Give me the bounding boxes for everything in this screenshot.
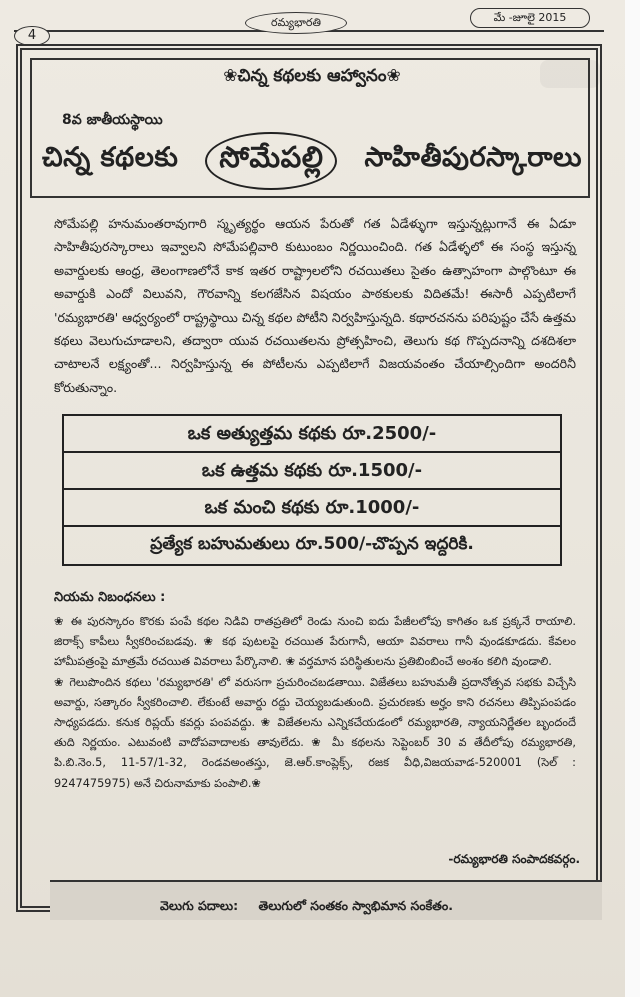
masthead-oval: రమ్యభారతి	[245, 12, 347, 34]
announcement-box	[30, 58, 590, 198]
rules-body	[54, 612, 576, 794]
issue-date: మే -జూలై 2015	[470, 8, 590, 28]
prize-row-excellent: ఒక ఉత్తమ కథకు రూ.1500/-	[64, 453, 560, 490]
invite-heading: ❀చిన్న కథలకు ఆహ్వానం❀	[223, 66, 401, 86]
rules-paragraph-1: ❀ ఈ పురస్కారం కొరకు పంపే కథల నిడివి రాతప్రతిలో రెండు నుంచి ఐదు పేజీలలోపు కాగితం ఒక ప్రక్కనే రాయాలి. జిరాక్స్ కాపీలు స్వీకరించబడవు. ❀ కథ పుటలపై రచయిత పేరుగానీ, ఆయా వివరాలు గానీ వుండకూడదు. కేవలం హామీపత్రంపై మాత్రమే రచయిత వివరాలు పేర్కొనాలి. ❀ వర్తమాన పరిస్థితులను ప్రతిబింబించే అంశం కలిగి వుండాలి.	[54, 615, 576, 669]
intro-paragraph: సోమేపల్లి హనుమంతరావుగారి స్మృత్యర్థం ఆయన పేరుతో గత ఏడేళ్ళుగా ఇస్తున్నట్లుగానే ఈ ఏడూ సాహితీపురస్కారాలు ఇవ్వాలని సోమేపల్లివారి కుటుంబం నిర్ణయించింది. గత ఏడేళ్ళలో ఈ సంస్థ ఇస్తున్న అవార్డులకు ఆంధ్ర, తెలంగాణలోనే కాక ఇతర రాష్ట్రాలలోని రచయితలు సైతం ఉత్సాహంగా పాల్గొంటూ ఈ అవార్డుకి ఎందో విలువని, గౌరవాన్ని కలగజేసిన విషయం పాఠకులకు విదితమే! ఈసారీ ఎప్పటిలాగే 'రమ్యభారతి' ఆధ్వర్యంలో రాష్ట్రస్థాయి చిన్న కథల పోటీని నిర్వహిస్తున్నది. కథారచనను పరిపుష్టం చేసే ఉత్తమ కథలు వెలుగుచూడాలని, తద్వారా యువ రచయితలను ప్రోత్సహించి, తెలుగు కథ గొప్పదనాన్ని దశదిశలా చాటాలనే లక్ష్యంతో... నిర్వహిస్తున్న ఈ పోటీలను ఎప్పటిలాగే విజయవంతం చేయాల్సిందిగా అందరినీ కోరుతున్నాం.	[54, 216, 576, 395]
title-right: సాహితీపురస్కారాలు	[364, 142, 582, 173]
prize-row-best: ఒక అత్యుత్తమ కథకు రూ.2500/-	[64, 416, 560, 453]
footer-slogan-text: తెలుగులో సంతకం స్వాభిమాన సంకేతం.	[258, 898, 453, 913]
rules-paragraph-2: ❀ గెలుపొందిన కథలు 'రమ్యభారతి' లో వరుసగా ప్రచురించబడతాయి. విజేతలు బహుమతీ ప్రదానోత్సవ సభకు విచ్చేసి అవార్డు, సత్కారం స్వీకరించాలి. లేకుంటే అవార్డు రద్దు చెయ్యబడుతుంది. ప్రచురణకు అర్హం కాని రచనలు తిప్పిపంపడం సాధ్యపడదు. కనుక రిప్లయ్ కవర్లు పంపవద్దు. ❀ విజేతలను ఎన్నికచేయడంలో రమ్యభారతి, న్యాయనిర్ణేతల బృందందే తుది నిర్ణయం. ఎటువంటి వాదోపవాదాలకు తావులేదు. ❀ మీ కథలను సెప్టెంబర్ 30 వ తేదీలోపు రమ్యభారతి, పి.బి.నెం.5, 11-57/1-32, రెండవఅంతస్తు, జె.ఆర్.కాంప్లెక్స్, రజక వీధి,విజయవాడ-520001 (సెల్ : 9247475975) అనే చిరునామాకు పంపాలి.❀	[54, 675, 576, 790]
footer-slogan	[160, 898, 453, 917]
page-number: 4	[14, 26, 50, 46]
award-title	[42, 132, 582, 190]
page-gutter	[625, 0, 640, 997]
prize-row-special: ప్రత్యేక బహుమతులు రూ.500/-చొప్పన ఇద్దరికి.	[150, 534, 474, 554]
rules-heading: నియమ నిబంధనలు :	[54, 590, 166, 605]
national-level-label: 8వ జాతీయస్థాయి	[62, 112, 163, 128]
title-center-oval: సోమేపల్లి	[205, 132, 337, 190]
editorial-signoff: -రమ్యభారతి సంపాదకవర్గం.	[448, 852, 580, 866]
title-left: చిన్న కథలకు	[42, 142, 179, 173]
footer-label: వెలుగు పదాలు:	[160, 898, 239, 913]
prize-table	[62, 414, 562, 566]
prize-row-good: ఒక మంచి కథకు రూ.1000/-	[64, 490, 560, 527]
